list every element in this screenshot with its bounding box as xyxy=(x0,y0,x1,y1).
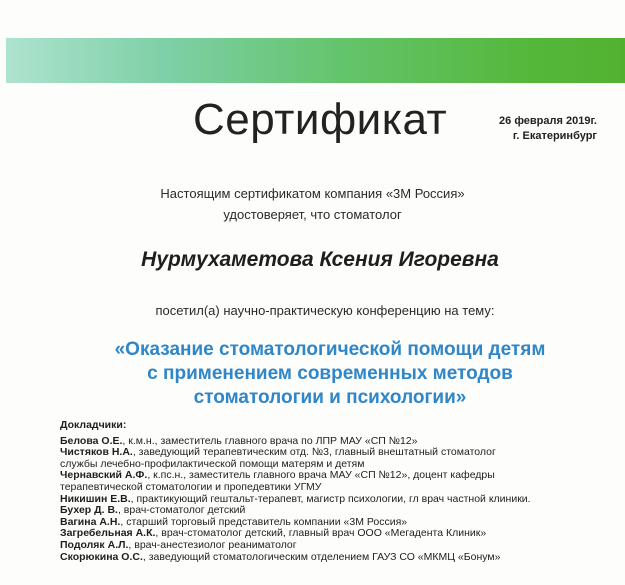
speaker-name: Вагина А.Н. xyxy=(60,515,121,528)
speaker-desc: , врач-стоматолог детский xyxy=(117,504,246,517)
speaker-desc: , к.м.н., заместитель главного врача по ЛПР МАУ «СП №12» xyxy=(122,434,418,447)
speaker-name: Белова О.Е. xyxy=(60,434,123,447)
speaker-desc: , врач-анестезиолог реаниматолог xyxy=(128,538,297,551)
speaker-desc: , к.пс.н., заместитель главного врача МАУ «СП №12», доцент кафедры xyxy=(147,469,495,482)
conference-topic xyxy=(0,338,625,410)
speaker-name: Никишин Е.В. xyxy=(60,492,131,505)
recipient-name: Нурмухаметова Ксения Игоревна xyxy=(141,248,499,271)
speaker-name: Чистяков Н.А. xyxy=(60,446,133,459)
green-banner xyxy=(6,38,625,83)
speaker-desc: , заведующий стоматологическим отделением ГАУЗ СО «МКМЦ «Бонум» xyxy=(142,550,501,563)
intro-line-2: удостоверяет, что стоматолог xyxy=(223,207,402,222)
speaker-desc: терапевтической стоматологии и пропедевтики УГМУ xyxy=(60,480,322,493)
speakers-list xyxy=(60,420,620,563)
attended-text: посетил(а) научно-практическую конференцию на тему: xyxy=(155,303,495,318)
speaker-desc: , практикующий гештальт-терапевт, магистр психологии, гл врач частной клиники. xyxy=(130,492,531,505)
speaker-name: Чернавский А.Ф. xyxy=(60,469,148,482)
speaker-name: Загребельная А.К. xyxy=(60,527,156,540)
certificate-title: Сертификат xyxy=(193,95,448,144)
topic-line-3: стоматологии и психологии» xyxy=(193,387,467,408)
speaker-desc: , врач-стоматолог детский, главный врач ООО «Мегадента Клиник» xyxy=(155,527,487,540)
intro-line-1: Настоящим сертификатом компания «3M Россия» xyxy=(160,186,465,201)
speaker-desc: , заведующий терапевтическим отд. №3, главный внештатный стоматолог xyxy=(132,446,496,459)
topic-line-1: «Оказание стоматологической помощи детям xyxy=(114,339,546,360)
certificate-city: г. Екатеринбург xyxy=(512,130,597,142)
topic-line-2: с применением современных методов xyxy=(147,363,513,384)
intro-text xyxy=(0,183,625,225)
speaker-name: Бухер Д. В. xyxy=(60,504,118,517)
speaker-name: Скорюкина О.С. xyxy=(60,550,143,563)
speaker-desc: службы лечебно-профилактической помощи матерям и детям xyxy=(60,457,365,470)
speaker-desc: , старший торговый представитель компании «3M Россия» xyxy=(120,515,408,528)
speaker-name: Подоляк А.Л. xyxy=(60,538,129,551)
date-location xyxy=(499,114,597,144)
speaker-row xyxy=(60,552,620,564)
certificate-date: 26 февраля 2019г. xyxy=(499,115,597,127)
speakers-heading: Докладчики: xyxy=(60,419,127,431)
